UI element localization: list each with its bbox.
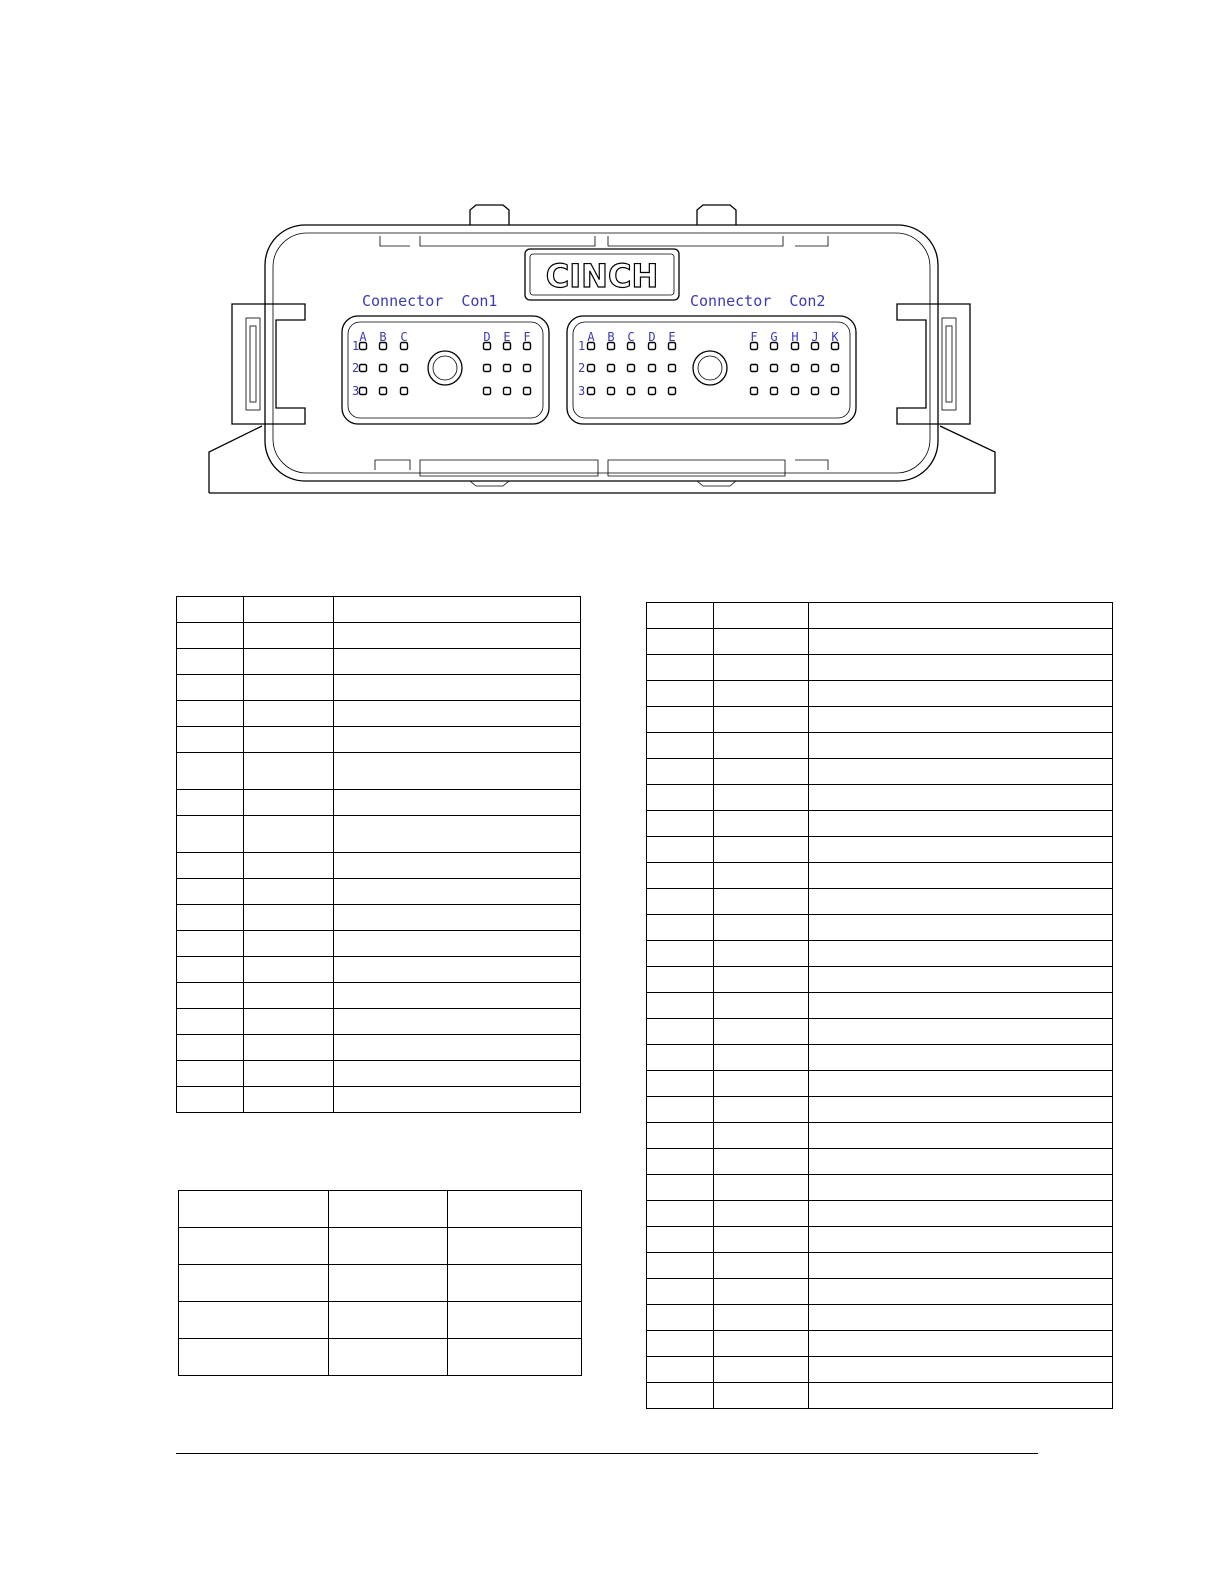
table-row	[177, 597, 581, 623]
table-cell	[647, 733, 714, 759]
table-cell	[714, 1383, 809, 1409]
table-cell	[177, 853, 244, 879]
base-plate	[209, 426, 995, 493]
table-cell	[647, 941, 714, 967]
table-cell	[244, 1009, 334, 1035]
table-row	[647, 811, 1113, 837]
table-row	[647, 1357, 1113, 1383]
table-cell	[714, 1071, 809, 1097]
table-cell	[177, 957, 244, 983]
table-cell	[714, 1097, 809, 1123]
pin-socket	[649, 388, 656, 395]
table-cell	[177, 1087, 244, 1113]
table-row	[647, 603, 1113, 629]
table-cell	[809, 759, 1113, 785]
pin-socket	[588, 365, 595, 372]
pin-socket	[608, 388, 615, 395]
table-row	[177, 879, 581, 905]
table-cell	[809, 1071, 1113, 1097]
table-cell	[334, 675, 581, 701]
table-cell	[177, 701, 244, 727]
table-row	[179, 1265, 582, 1302]
table-cell	[647, 603, 714, 629]
table-cell	[647, 1149, 714, 1175]
table-cell	[809, 1123, 1113, 1149]
pins1-row-number: 1	[352, 339, 360, 353]
pin-socket	[649, 365, 656, 372]
table-cell	[448, 1302, 582, 1339]
table-cell	[714, 811, 809, 837]
table-cell	[334, 1087, 581, 1113]
table-cell	[334, 597, 581, 623]
table-cell	[334, 983, 581, 1009]
table-row	[647, 1123, 1113, 1149]
pins1-column-letter: B	[379, 330, 387, 344]
table-row	[177, 816, 581, 853]
table-row	[179, 1339, 582, 1376]
table-cell	[179, 1302, 329, 1339]
pins2-column-letter: J	[811, 330, 819, 344]
table-cell	[244, 816, 334, 853]
table-cell	[714, 681, 809, 707]
table-cell	[177, 879, 244, 905]
pin-socket	[771, 365, 778, 372]
table-cell	[809, 1201, 1113, 1227]
table-cell	[647, 863, 714, 889]
table-row	[177, 649, 581, 675]
pins2-row-number: 2	[578, 361, 586, 375]
table-row	[177, 1087, 581, 1113]
table-cell	[809, 915, 1113, 941]
table-row	[647, 1097, 1113, 1123]
table-row	[179, 1302, 582, 1339]
table-row	[177, 790, 581, 816]
table-cell	[809, 1019, 1113, 1045]
table-row	[177, 983, 581, 1009]
connector-drawing	[0, 0, 1224, 540]
table-cell	[329, 1265, 448, 1302]
pins2-column-letter: G	[770, 330, 778, 344]
table-cell	[714, 1331, 809, 1357]
table-row	[177, 623, 581, 649]
table-cell	[809, 1279, 1113, 1305]
pin-socket	[669, 365, 676, 372]
table-cell	[647, 889, 714, 915]
table-cell	[244, 649, 334, 675]
table-cell	[329, 1302, 448, 1339]
table-cell	[334, 790, 581, 816]
table-cell	[809, 1149, 1113, 1175]
table-cell	[809, 1097, 1113, 1123]
table-cell	[809, 1357, 1113, 1383]
table-cell	[714, 785, 809, 811]
table-cell	[809, 993, 1113, 1019]
table-cell	[647, 759, 714, 785]
table-cell	[177, 1009, 244, 1035]
table-cell	[809, 1175, 1113, 1201]
table-cell	[334, 727, 581, 753]
pins2-row-number: 3	[578, 384, 586, 398]
table-cell	[647, 1045, 714, 1071]
table-cell	[244, 597, 334, 623]
con1-cavity	[342, 316, 549, 424]
pins2-column-letter: C	[627, 330, 635, 344]
con2-pin-table	[646, 602, 1113, 1409]
table-cell	[647, 1201, 714, 1227]
pins2-column-letter: D	[648, 330, 656, 344]
pins1-row-number: 2	[352, 361, 360, 375]
pin-socket	[771, 388, 778, 395]
table-cell	[714, 889, 809, 915]
table-cell	[809, 655, 1113, 681]
table-cell	[244, 879, 334, 905]
table-row	[647, 785, 1113, 811]
table-cell	[177, 753, 244, 790]
table-row	[179, 1228, 582, 1265]
table-row	[647, 733, 1113, 759]
table-cell	[647, 1123, 714, 1149]
table-cell	[809, 1331, 1113, 1357]
table-cell	[809, 733, 1113, 759]
table-row	[647, 1305, 1113, 1331]
table-cell	[647, 837, 714, 863]
pins2-column-letter: E	[668, 330, 676, 344]
footer-rule	[176, 1453, 1038, 1454]
table-cell	[714, 967, 809, 993]
pin-socket	[628, 388, 635, 395]
pins2-row-number: 1	[578, 339, 586, 353]
pin-socket	[360, 388, 367, 395]
table-row	[647, 1331, 1113, 1357]
table-cell	[334, 816, 581, 853]
table-row	[177, 931, 581, 957]
table-cell	[177, 1061, 244, 1087]
table-cell	[714, 655, 809, 681]
table-cell	[809, 837, 1113, 863]
table-cell	[809, 811, 1113, 837]
table-cell	[177, 816, 244, 853]
table-cell	[334, 753, 581, 790]
pin-socket	[792, 388, 799, 395]
table-cell	[714, 707, 809, 733]
pin-socket	[669, 388, 676, 395]
table-cell	[714, 837, 809, 863]
table-row	[647, 655, 1113, 681]
pin-socket	[380, 365, 387, 372]
con1-pin-grid	[352, 330, 531, 398]
table-cell	[647, 1357, 714, 1383]
pin-socket	[608, 365, 615, 372]
table-cell	[334, 1009, 581, 1035]
table-row	[647, 889, 1113, 915]
table-cell	[647, 811, 714, 837]
table-cell	[244, 1061, 334, 1087]
table-row	[177, 905, 581, 931]
pin-socket	[484, 388, 491, 395]
table-cell	[244, 675, 334, 701]
table-cell	[334, 623, 581, 649]
table-row	[177, 853, 581, 879]
table-cell	[177, 727, 244, 753]
con2-pin-grid	[578, 330, 839, 398]
table-cell	[244, 957, 334, 983]
table-cell	[244, 931, 334, 957]
table-cell	[647, 1019, 714, 1045]
table-cell	[714, 1279, 809, 1305]
table-cell	[647, 1383, 714, 1409]
table-cell	[714, 603, 809, 629]
table-cell	[809, 941, 1113, 967]
pins2-column-letter: K	[831, 330, 839, 344]
table-cell	[647, 1071, 714, 1097]
table-cell	[244, 1087, 334, 1113]
pin-socket	[832, 365, 839, 372]
side-latch-left	[232, 304, 305, 424]
table-row	[647, 915, 1113, 941]
pins1-column-letter: C	[400, 330, 408, 344]
table-cell	[809, 1383, 1113, 1409]
table-cell	[647, 1097, 714, 1123]
table-cell	[177, 905, 244, 931]
pins1-column-letter: D	[483, 330, 491, 344]
pin-socket	[504, 388, 511, 395]
table-cell	[647, 1279, 714, 1305]
table-cell	[329, 1191, 448, 1228]
table-cell	[647, 967, 714, 993]
table-cell	[244, 753, 334, 790]
table-cell	[809, 785, 1113, 811]
pins1-row-number: 3	[352, 384, 360, 398]
table-row	[647, 967, 1113, 993]
pin-socket	[812, 365, 819, 372]
table-cell	[334, 701, 581, 727]
con1-label: Connector Con1	[362, 292, 498, 310]
pins2-column-letter: F	[750, 330, 758, 344]
table-cell	[448, 1265, 582, 1302]
pins1-column-letter: A	[359, 330, 367, 344]
pin-socket	[792, 365, 799, 372]
table-cell	[714, 941, 809, 967]
table-cell	[647, 629, 714, 655]
table-row	[647, 1175, 1113, 1201]
table-cell	[714, 863, 809, 889]
table-cell	[809, 603, 1113, 629]
table-cell	[714, 759, 809, 785]
table-cell	[177, 597, 244, 623]
table-cell	[244, 727, 334, 753]
table-row	[647, 863, 1113, 889]
table-row	[177, 957, 581, 983]
pins1-column-letter: F	[523, 330, 531, 344]
table-cell	[334, 905, 581, 931]
brand-logo: CINCH	[545, 257, 659, 295]
table-row	[647, 681, 1113, 707]
pin-socket	[751, 388, 758, 395]
table-cell	[809, 863, 1113, 889]
table-cell	[809, 889, 1113, 915]
pin-socket	[401, 365, 408, 372]
table-cell	[647, 681, 714, 707]
table-cell	[334, 853, 581, 879]
pin-socket	[588, 388, 595, 395]
table-row	[647, 1279, 1113, 1305]
table-cell	[809, 1045, 1113, 1071]
pin-socket	[401, 388, 408, 395]
table-cell	[334, 1035, 581, 1061]
table-cell	[334, 1061, 581, 1087]
table-row	[647, 707, 1113, 733]
con2-label: Connector Con2	[690, 292, 826, 310]
table-cell	[448, 1339, 582, 1376]
table-cell	[809, 1227, 1113, 1253]
table-row	[179, 1191, 582, 1228]
table-cell	[179, 1265, 329, 1302]
table-cell	[244, 790, 334, 816]
table-row	[647, 759, 1113, 785]
con1-pin-table	[176, 596, 581, 1113]
table-row	[647, 1227, 1113, 1253]
table-cell	[177, 983, 244, 1009]
table-cell	[329, 1228, 448, 1265]
table-cell	[714, 1253, 809, 1279]
pins2-column-letter: B	[607, 330, 615, 344]
table-cell	[244, 1035, 334, 1061]
top-latch-left	[470, 205, 509, 225]
table-cell	[647, 1305, 714, 1331]
table-cell	[177, 1035, 244, 1061]
table-cell	[244, 853, 334, 879]
pin-socket	[360, 365, 367, 372]
pins1-column-letter: E	[503, 330, 511, 344]
table-cell	[714, 1357, 809, 1383]
table-row	[647, 993, 1113, 1019]
table-row	[647, 1149, 1113, 1175]
table-cell	[334, 957, 581, 983]
table-cell	[647, 1175, 714, 1201]
table-row	[177, 727, 581, 753]
table-cell	[809, 1305, 1113, 1331]
pin-socket	[812, 388, 819, 395]
table-cell	[177, 649, 244, 675]
table-cell	[179, 1228, 329, 1265]
table-cell	[647, 915, 714, 941]
pin-socket	[524, 388, 531, 395]
table-row	[647, 1383, 1113, 1409]
pin-socket	[832, 388, 839, 395]
table-cell	[334, 649, 581, 675]
table-cell	[714, 733, 809, 759]
table-cell	[647, 993, 714, 1019]
table-cell	[647, 785, 714, 811]
table-cell	[244, 623, 334, 649]
table-cell	[714, 1045, 809, 1071]
table-cell	[177, 931, 244, 957]
table-cell	[714, 1227, 809, 1253]
table-cell	[334, 931, 581, 957]
table-cell	[177, 675, 244, 701]
pin-socket	[380, 388, 387, 395]
table-row	[177, 1035, 581, 1061]
table-cell	[714, 1305, 809, 1331]
table-cell	[714, 629, 809, 655]
summary-table	[178, 1190, 582, 1376]
table-cell	[448, 1191, 582, 1228]
top-latch-right	[697, 205, 736, 225]
table-row	[647, 1071, 1113, 1097]
table-row	[647, 1253, 1113, 1279]
table-cell	[647, 655, 714, 681]
table-cell	[809, 629, 1113, 655]
table-row	[647, 837, 1113, 863]
table-cell	[809, 967, 1113, 993]
table-cell	[714, 1149, 809, 1175]
table-row	[177, 1009, 581, 1035]
pin-socket	[628, 365, 635, 372]
table-cell	[329, 1339, 448, 1376]
table-cell	[244, 905, 334, 931]
table-row	[177, 1061, 581, 1087]
pin-socket	[751, 365, 758, 372]
pins2-column-letter: A	[587, 330, 595, 344]
table-row	[647, 1019, 1113, 1045]
table-cell	[244, 701, 334, 727]
table-cell	[809, 1253, 1113, 1279]
table-row	[647, 941, 1113, 967]
table-row	[647, 1045, 1113, 1071]
table-cell	[177, 623, 244, 649]
table-cell	[647, 1253, 714, 1279]
table-cell	[244, 983, 334, 1009]
table-cell	[714, 1175, 809, 1201]
table-cell	[714, 1019, 809, 1045]
table-row	[647, 629, 1113, 655]
table-cell	[809, 707, 1113, 733]
table-cell	[647, 707, 714, 733]
pins2-column-letter: H	[791, 330, 799, 344]
pin-socket	[504, 365, 511, 372]
table-row	[647, 1201, 1113, 1227]
table-cell	[179, 1339, 329, 1376]
table-cell	[177, 790, 244, 816]
table-cell	[647, 1227, 714, 1253]
side-latch-right	[897, 304, 970, 424]
table-cell	[714, 915, 809, 941]
table-row	[177, 701, 581, 727]
table-cell	[448, 1228, 582, 1265]
table-cell	[714, 993, 809, 1019]
table-cell	[714, 1201, 809, 1227]
table-row	[177, 753, 581, 790]
table-cell	[809, 681, 1113, 707]
table-cell	[647, 1331, 714, 1357]
pin-socket	[524, 365, 531, 372]
pin-socket	[484, 365, 491, 372]
table-cell	[714, 1123, 809, 1149]
table-cell	[179, 1191, 329, 1228]
table-cell	[334, 879, 581, 905]
table-row	[177, 675, 581, 701]
